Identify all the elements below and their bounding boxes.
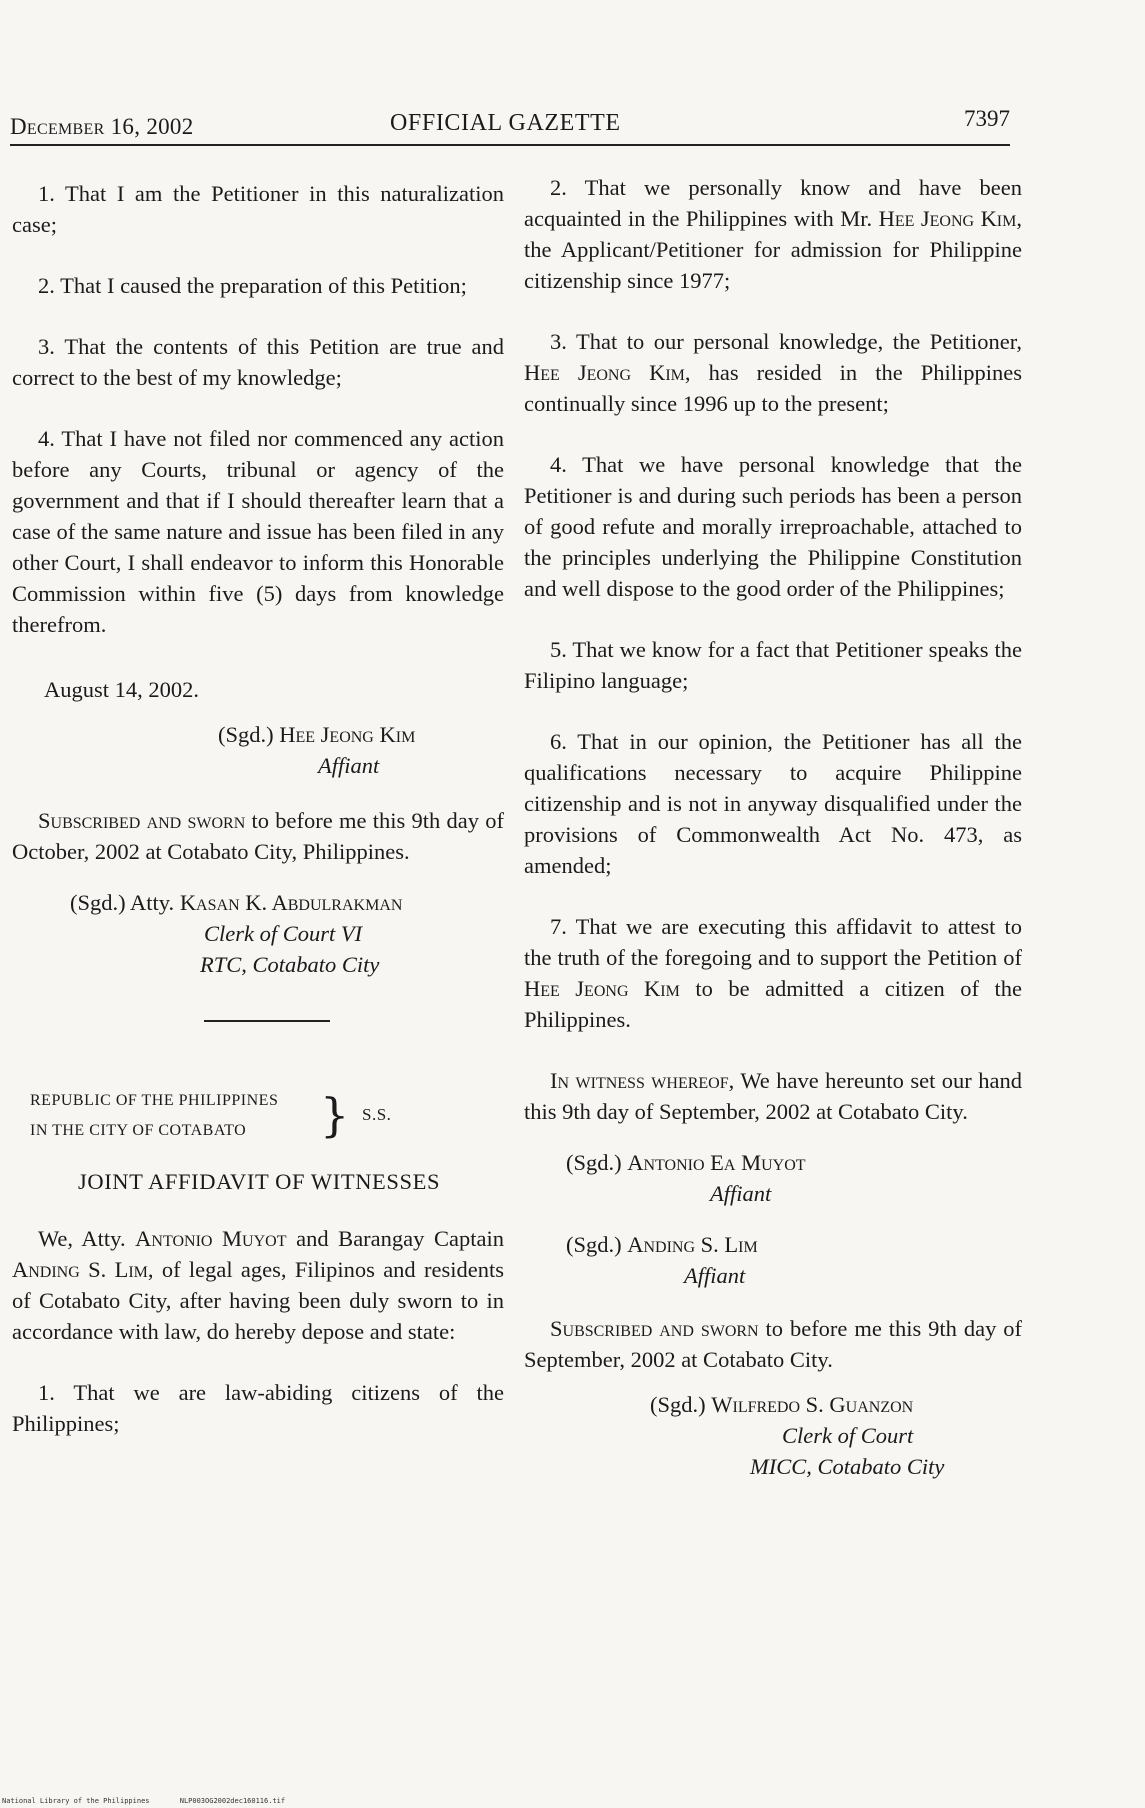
jurat-october: Subscribed and sworn to before me this 9th day of October, 2002 at Cotabato City, Philippines. [12, 808, 505, 864]
header-rule [10, 144, 1010, 146]
signature-affiant: (Sgd.) Hee Jeong Kim [218, 722, 416, 747]
joint-affidavit-heading: JOINT AFFIDAVIT OF WITNESSES [78, 1169, 441, 1194]
petitioner-statement-3: 3. That the contents of this Petition are true and correct to the best of my knowledge; [12, 334, 504, 390]
affidavit-date: August 14, 2002. [44, 677, 200, 702]
witness-statement-2: 2. That we personally know and have been acquainted in the Philippines with Mr. Hee Jeong Kim, the Applicant/Petitioner for admission for Philippine citizenship since 1977; [524, 175, 1022, 293]
signature-clerk-abdulrakman: (Sgd.) Atty. Kasan K. Abdulrakman [70, 890, 403, 915]
guanzon-title: Clerk of Court [782, 1423, 914, 1448]
signature-muyot: (Sgd.) Antonio Ea Muyot [566, 1150, 806, 1175]
witness-statement-1: 1. That we are law-abiding citizens of the Philippines; [12, 1380, 504, 1436]
in-witness-whereof: In witness whereof, We have hereunto set our hand this 9th day of September, 2002 at Cotabato City. [524, 1068, 1022, 1124]
clerk-court: RTC, Cotabato City [200, 952, 380, 977]
header-date: December 16, 2002 [10, 114, 194, 139]
witness-statement-7: 7. That we are executing this affidavit to attest to the truth of the foregoing and to support the Petition of Hee Jeong Kim to be admitted a citizen of the Philippines. [524, 914, 1022, 1032]
footer-file: NLP003OG2002dec160116.tif [179, 1797, 286, 1805]
venue-ss: S.S. [362, 1105, 392, 1124]
signature-muyot-role: Affiant [710, 1181, 772, 1206]
witness-statement-6: 6. That in our opinion, the Petitioner has all the qualifications necessary to acquire Philippine citizenship and is not in anyway disqualified under the provisions of Commonwealth Act No. 473, as amended; [524, 729, 1022, 878]
witnesses-intro: We, Atty. Antonio Muyot and Barangay Captain Anding S. Lim, of legal ages, Filipinos and residents of Cotabato City, after having been duly sworn to in accordance with law, do hereby depose and state: [12, 1226, 504, 1344]
witness-statement-5: 5. That we know for a fact that Petitioner speaks the Filipino language; [524, 637, 1022, 693]
clerk-title: Clerk of Court VI [204, 921, 363, 946]
signature-lim-role: Affiant [684, 1263, 746, 1288]
witness-statement-4: 4. That we have personal knowledge that the Petitioner is and during such periods has been a person of good refute and morally irreproachable, attached to the principles underlying the Philippine Constitution and well dispose to the good order of the Philippines; [524, 452, 1022, 601]
venue-city: IN THE CITY OF COTABATO [30, 1122, 247, 1139]
jurat-september: Subscribed and sworn to before me this 9th day of September, 2002 at Cotabato City. [524, 1316, 1022, 1372]
publication-title: OFFICIAL GAZETTE [390, 110, 621, 136]
signature-affiant-role: Affiant [318, 753, 380, 778]
petitioner-statement-4: 4. That I have not filed nor commenced any action before any Courts, tribunal or agency of the government and that if I should thereafter learn that a case of the same nature and issue has been filed in any other Court, I shall endeavor to inform this Honorable Commission within five (5) days from knowledge therefrom. [12, 426, 504, 637]
witness-statement-3: 3. That to our personal knowledge, the Petitioner, Hee Jeong Kim, has resided in the Philippines continually since 1996 up to the present; [524, 329, 1023, 416]
venue-caption [12, 1086, 504, 1146]
guanzon-court: MICC, Cotabato City [750, 1454, 945, 1479]
venue-republic: REPUBLIC OF THE PHILIPPINES [30, 1092, 279, 1109]
right-column [524, 172, 1022, 1482]
scan-footer [2, 1797, 311, 1805]
left-column [12, 178, 504, 1439]
venue-brace: } [320, 1088, 350, 1142]
petitioner-statement-1: 1. That I am the Petitioner in this naturalization case; [12, 181, 504, 237]
signature-lim: (Sgd.) Anding S. Lim [566, 1232, 758, 1257]
page-header [10, 106, 1010, 146]
footer-source: National Library of the Philippines [2, 1797, 150, 1805]
page-number: 7397 [964, 106, 1010, 131]
signature-clerk-guanzon: (Sgd.) Wilfredo S. Guanzon [650, 1392, 914, 1417]
petitioner-statement-2: 2. That I caused the preparation of this Petition; [38, 273, 467, 298]
